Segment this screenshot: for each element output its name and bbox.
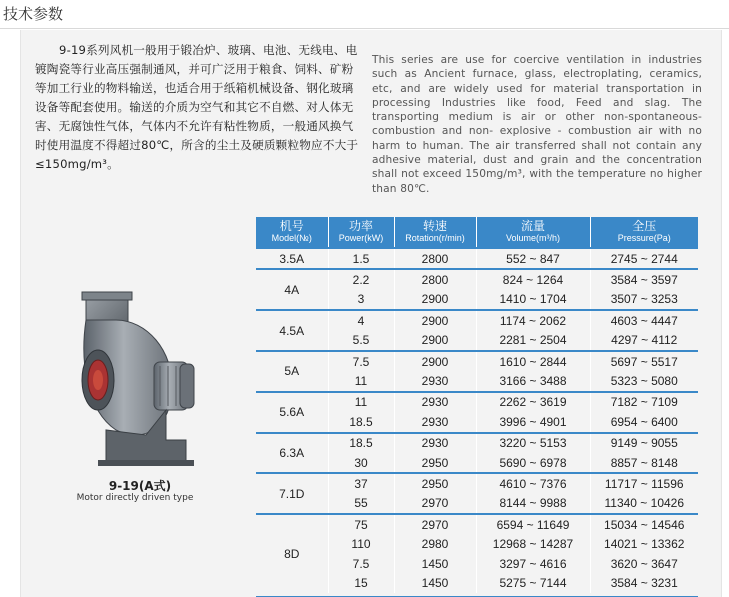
volume-cell: 3996 ~ 4901 bbox=[476, 412, 590, 432]
header-pressure: 全压 Pressure(Pa) bbox=[590, 217, 698, 248]
pressure-cell: 3584 ~ 3597 bbox=[590, 269, 698, 289]
pressure-cell: 7182 ~ 7109 bbox=[590, 392, 698, 412]
model-cell: 7.1D bbox=[256, 473, 328, 514]
volume-cell: 8144 ~ 9988 bbox=[476, 494, 590, 514]
pressure-cell: 5697 ~ 5517 bbox=[590, 351, 698, 371]
rotation-cell: 1450 bbox=[394, 554, 476, 573]
pressure-cell: 11340 ~ 10426 bbox=[604, 496, 685, 511]
model-cell: 6.3A bbox=[256, 433, 328, 474]
model-cell: 5A bbox=[256, 351, 328, 392]
figure-subtitle: Motor directly driven type bbox=[76, 493, 194, 503]
table-row bbox=[256, 473, 698, 493]
pressure-cell: 2745 ~ 2744 bbox=[590, 248, 698, 269]
model-cell: 3.5A bbox=[256, 248, 328, 269]
pressure-cell: 4297 ~ 4112 bbox=[611, 333, 678, 348]
power-cell: 11 bbox=[328, 371, 394, 391]
power-cell: 55 bbox=[328, 494, 394, 514]
volume-cell: 824 ~ 1264 bbox=[476, 269, 590, 289]
power-cell: 37 bbox=[328, 473, 394, 493]
volume-cell: 3220 ~ 5153 bbox=[476, 433, 590, 453]
power-cell: 7.5 bbox=[328, 554, 394, 573]
rotation-cell: 2900 bbox=[394, 290, 476, 310]
table-row bbox=[256, 269, 698, 289]
power-cell: 15 bbox=[328, 573, 394, 592]
pressure-cell: 6954 ~ 6400 bbox=[610, 414, 678, 429]
power-cell: 7.5 bbox=[328, 351, 394, 371]
header-rotation: 转速 Rotation(r/min) bbox=[394, 217, 476, 248]
power-cell: 4 bbox=[328, 310, 394, 330]
power-cell: 75 bbox=[328, 514, 394, 534]
volume-cell: 5690 ~ 6978 bbox=[476, 453, 590, 473]
rotation-cell: 2930 bbox=[394, 412, 476, 432]
volume-cell: 2262 ~ 3619 bbox=[476, 392, 590, 412]
rotation-cell: 2930 bbox=[394, 392, 476, 412]
table-row bbox=[256, 248, 698, 269]
rotation-cell: 2970 bbox=[394, 514, 476, 534]
model-cell: 4.5A bbox=[256, 310, 328, 351]
rotation-cell: 2900 bbox=[394, 351, 476, 371]
description-chinese: 9-19系列风机一般用于锻冶炉、玻璃、电池、无线电、电镀陶瓷等行业高压强制通风，并可广泛用于粮食、饲料、矿粉等加工行业的物料输送，也适合用于纸箱机械设备、钢化玻璃设备等配套使用。输送的介质为空气和其它不自燃、对人体无害、无腐蚀性气体，气体内不允许有粘性物质，一般通风换气时使用温度不得超过80℃，所含的尘土及硬质颗粒物应不大于≤150mg/m³。 bbox=[35, 43, 359, 171]
fan-illustration bbox=[76, 290, 200, 470]
page-title: 技术参数 bbox=[3, 5, 64, 23]
pressure-cell: 5323 ~ 5080 bbox=[610, 374, 678, 389]
volume-cell: 552 ~ 847 bbox=[476, 248, 590, 269]
power-cell: 18.5 bbox=[328, 433, 394, 453]
pressure-cell: 11717 ~ 11596 bbox=[590, 473, 698, 493]
rotation-cell: 2980 bbox=[394, 534, 476, 553]
volume-cell: 6594 ~ 11649 bbox=[476, 514, 590, 534]
rotation-cell: 2900 bbox=[394, 331, 476, 351]
header-model: 机号 Model(№) bbox=[256, 217, 328, 248]
rotation-cell: 2950 bbox=[394, 473, 476, 493]
power-cell: 2.2 bbox=[328, 269, 394, 289]
header-volume: 流量 Volume(m³/h) bbox=[476, 217, 590, 248]
volume-cell: 2281 ~ 2504 bbox=[476, 331, 590, 351]
description-english: This series are use for coercive ventilation in industries such as Ancient furnace, glass, electroplating, ceramics, etc, and are widely used for material transportation in processing Industries like food, Feed and slag. The transporting medium is air or other non-spontaneous-combustion and non- explosive - combustion air with no harm to human. The air transferred shall not contain any adhesive material, dust and grain and the concentration shall not exceed 150mg/m³, with the temperature no higher than 80℃. bbox=[372, 54, 702, 195]
centrifugal-fan-image bbox=[76, 290, 200, 470]
pressure-cell: 3584 ~ 3231 bbox=[610, 575, 678, 590]
rotation-cell: 2800 bbox=[394, 269, 476, 289]
volume-cell: 4610 ~ 7376 bbox=[476, 473, 590, 493]
technical-parameters-table bbox=[256, 217, 698, 593]
model-cell: 8D bbox=[256, 514, 328, 593]
pressure-cell: 14021 ~ 13362 bbox=[604, 537, 685, 552]
volume-cell: 1174 ~ 2062 bbox=[476, 310, 590, 330]
rotation-cell: 2930 bbox=[394, 433, 476, 453]
pressure-cell: 15034 ~ 14546 bbox=[590, 514, 698, 534]
pressure-cell: 3620 ~ 3647 bbox=[610, 556, 678, 571]
pressure-cell: 9149 ~ 9055 bbox=[590, 433, 698, 453]
rotation-cell: 2970 bbox=[394, 494, 476, 514]
power-cell: 3 bbox=[328, 290, 394, 310]
pressure-cell: 4603 ~ 4447 bbox=[590, 310, 698, 330]
volume-cell: 1410 ~ 1704 bbox=[476, 290, 590, 310]
volume-cell: 3166 ~ 3488 bbox=[476, 371, 590, 391]
rotation-cell: 2930 bbox=[394, 371, 476, 391]
rotation-cell: 2800 bbox=[394, 248, 476, 269]
rotation-cell: 1450 bbox=[394, 573, 476, 592]
power-cell: 11 bbox=[328, 392, 394, 412]
pressure-cell: 3507 ~ 3253 bbox=[610, 292, 678, 307]
volume-cell: 1610 ~ 2844 bbox=[476, 351, 590, 371]
table-row bbox=[256, 351, 698, 371]
header-power: 功率 Power(kW) bbox=[328, 217, 394, 248]
pressure-cell: 8857 ~ 8148 bbox=[610, 455, 678, 470]
table-row bbox=[256, 392, 698, 412]
table-row bbox=[256, 514, 698, 534]
figure-model-caption: 9-19(A式) bbox=[108, 479, 172, 493]
power-cell: 1.5 bbox=[328, 248, 394, 269]
rotation-cell: 2950 bbox=[394, 453, 476, 473]
table-row bbox=[256, 310, 698, 330]
model-cell: 5.6A bbox=[256, 392, 328, 433]
model-cell: 4A bbox=[256, 269, 328, 310]
header-bar bbox=[0, 0, 729, 29]
volume-cell: 12968 ~ 14287 bbox=[476, 534, 590, 553]
power-cell: 5.5 bbox=[328, 331, 394, 351]
volume-cell: 3297 ~ 4616 bbox=[476, 554, 590, 573]
power-cell: 18.5 bbox=[328, 412, 394, 432]
volume-cell: 5275 ~ 7144 bbox=[476, 573, 590, 592]
power-cell: 110 bbox=[328, 534, 394, 553]
table-header-row bbox=[256, 217, 698, 248]
power-cell: 30 bbox=[328, 453, 394, 473]
table-row bbox=[256, 433, 698, 453]
rotation-cell: 2900 bbox=[394, 310, 476, 330]
